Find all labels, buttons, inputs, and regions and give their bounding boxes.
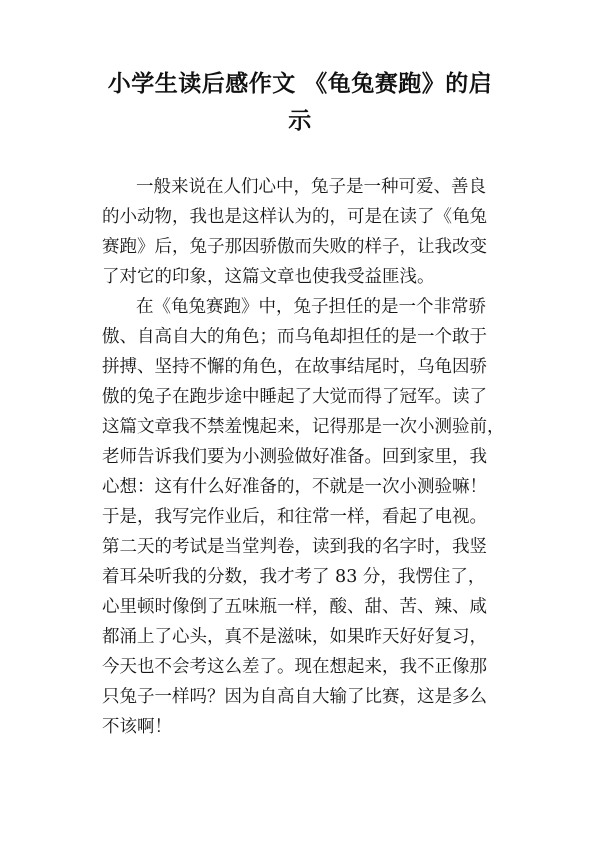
text-line: 不该啊！ <box>102 717 172 737</box>
text-line: 老师告诉我们要为小测验做好准备。回到家里，我 <box>102 447 487 467</box>
text-line: 都涌上了心头，真不是滋味，如果昨天好好复习， <box>102 627 487 647</box>
text-line: 着耳朵听我的分数，我才考了 83 分，我愣住了， <box>102 567 486 587</box>
article-body <box>102 172 505 742</box>
text-line: 的小动物，我也是这样认为的，可是在读了《龟兔 <box>102 207 487 227</box>
text-line: 于是，我写完作业后，和往常一样，看起了电视。 <box>102 507 487 527</box>
title-line-1: 小学生读后感作文 《龟兔赛跑》的启 <box>107 71 493 97</box>
text-line: 了对它的印象，这篇文章也使我受益匪浅。 <box>102 267 435 287</box>
text-line: 傲的兔子在跑步途中睡起了大觉而得了冠军。读了 <box>102 387 487 407</box>
text-line: 这篇文章我不禁羞愧起来，记得那是一次小测验前， <box>102 417 505 437</box>
text-line: 第二天的考试是当堂判卷，读到我的名字时，我竖 <box>102 537 487 557</box>
text-line: 在《龟兔赛跑》中，兔子担任的是一个非常骄 <box>136 297 486 317</box>
title-line-2: 示 <box>288 108 312 134</box>
text-line: 拼搏、坚持不懈的角色，在故事结尾时，乌龟因骄 <box>102 357 487 377</box>
text-line: 一般来说在人们心中，兔子是一种可爱、善良 <box>136 177 486 197</box>
text-line: 心想：这有什么好准备的，不就是一次小测验嘛！ <box>102 477 487 497</box>
page-title <box>95 66 505 140</box>
text-line: 只兔子一样吗？因为自高自大输了比赛，这是多么 <box>102 687 487 707</box>
paragraph-1 <box>102 172 502 292</box>
text-line: 赛跑》后，兔子那因骄傲而失败的样子，让我改变 <box>102 237 487 257</box>
paragraph-2 <box>102 292 505 742</box>
text-line: 今天也不会考这么差了。现在想起来，我不正像那 <box>102 657 487 677</box>
text-line: 傲、自高自大的角色；而乌龟却担任的是一个敢于 <box>102 327 487 347</box>
text-line: 心里顿时像倒了五味瓶一样，酸、甜、苦、辣、咸 <box>102 597 487 617</box>
